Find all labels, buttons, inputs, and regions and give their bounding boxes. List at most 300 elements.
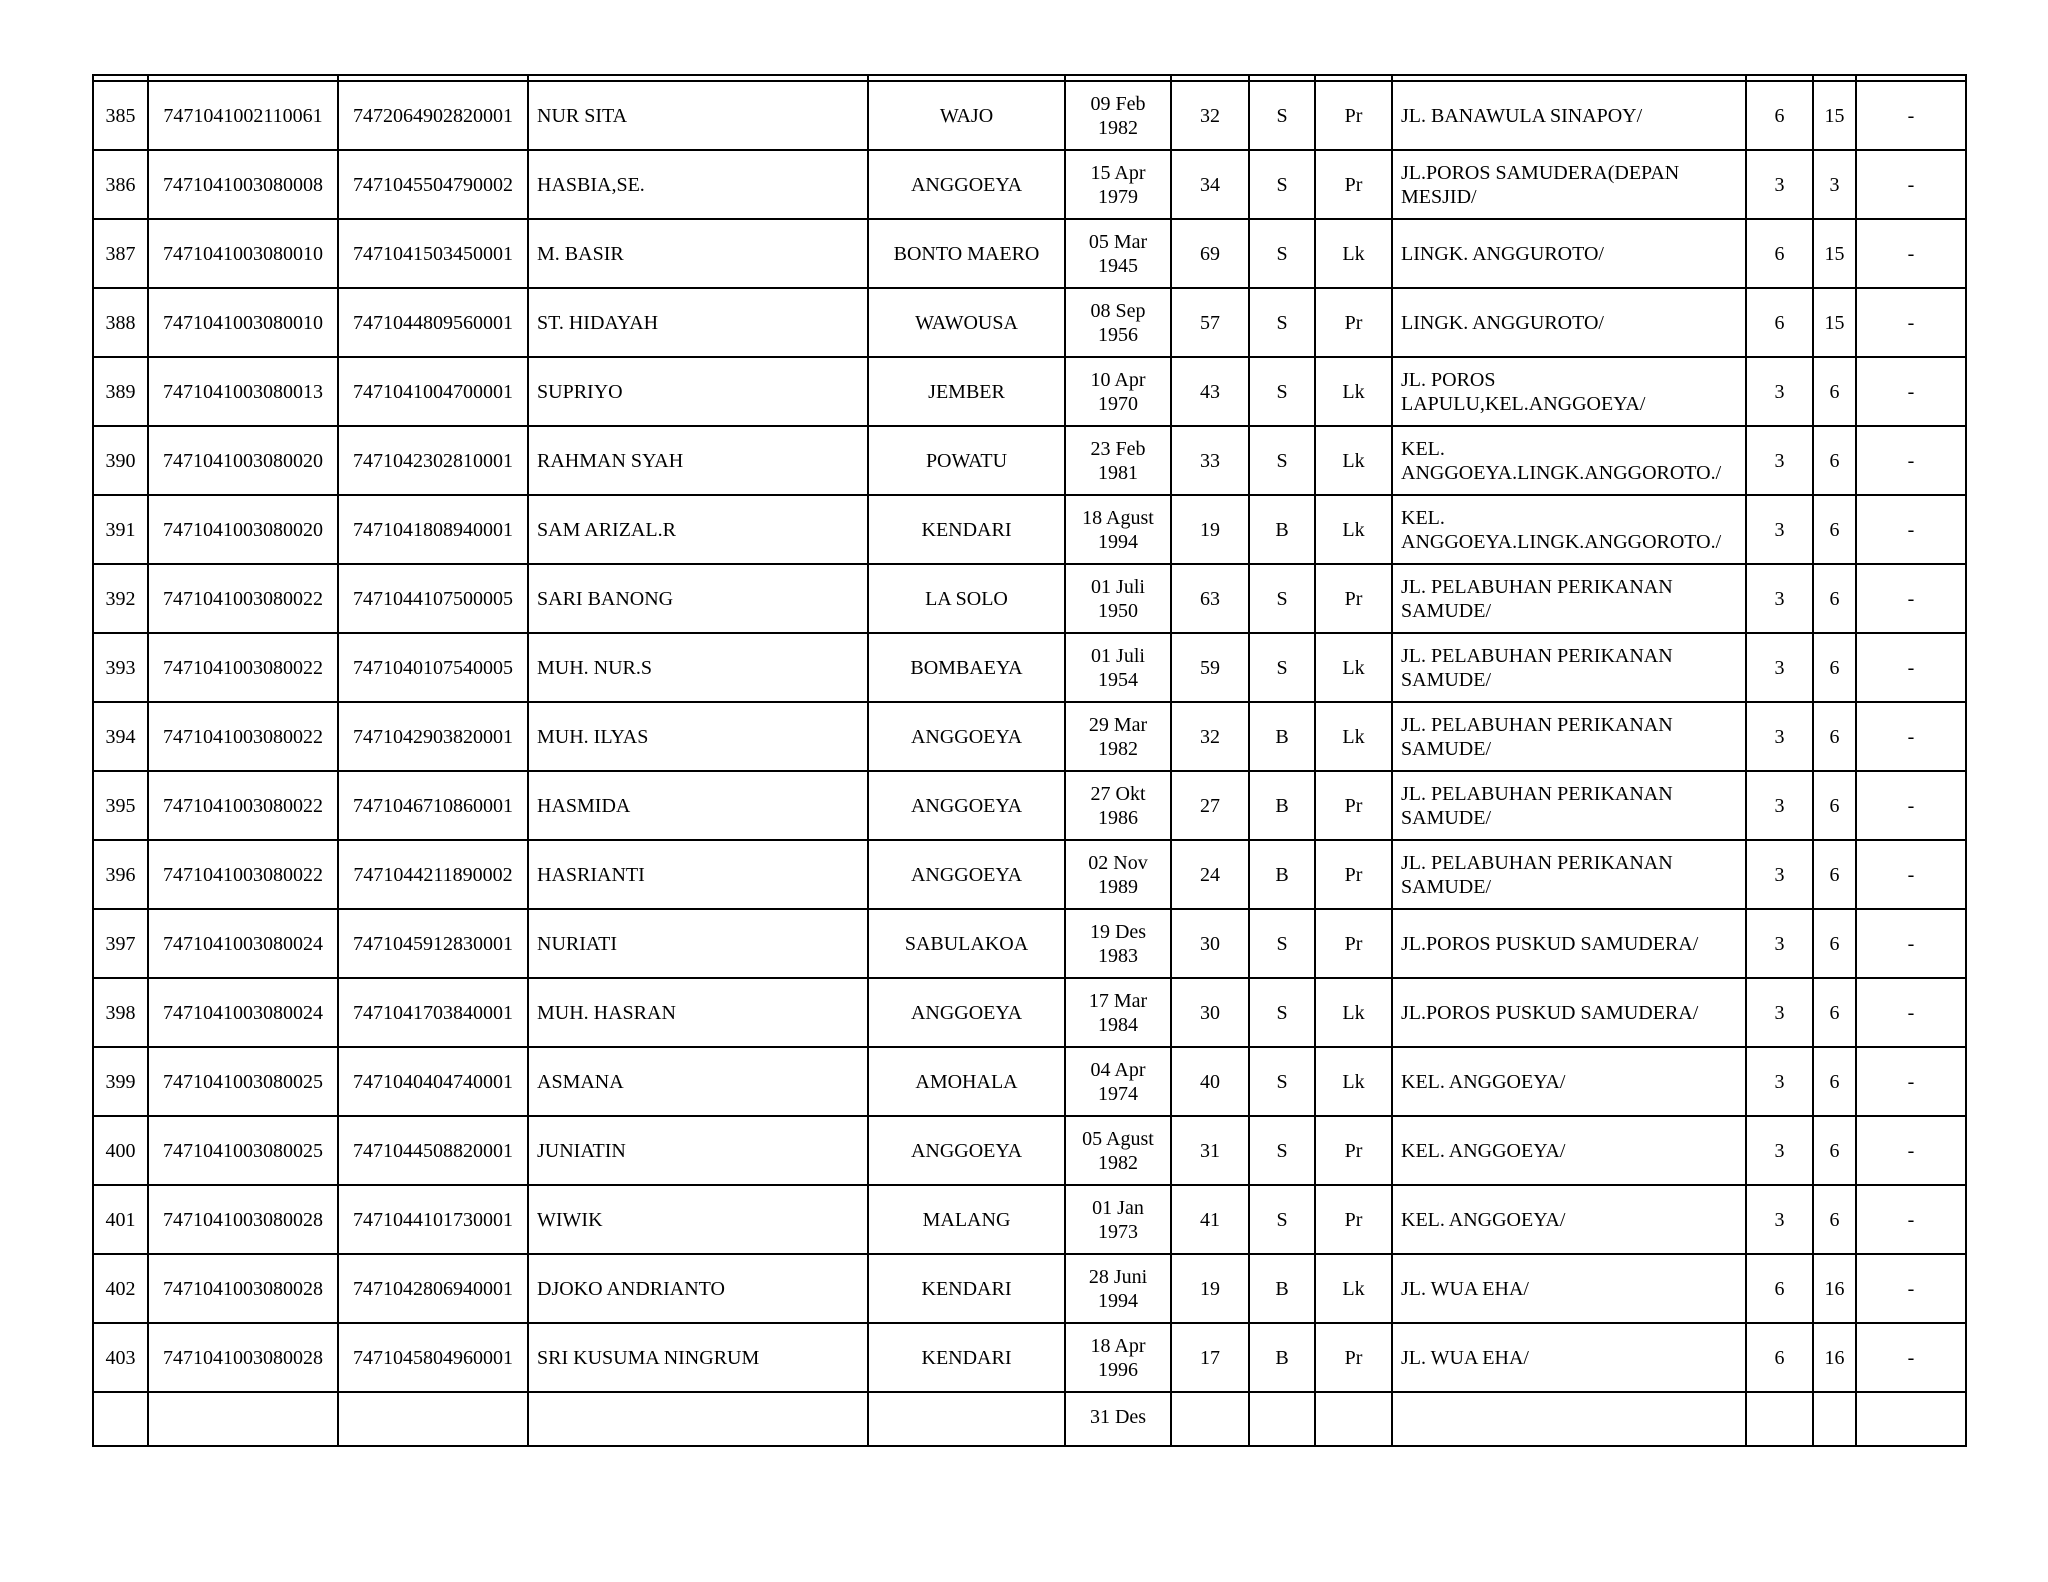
cell-age: 41 [1171,1185,1249,1254]
cell-address: KEL. ANGGOEYA/ [1392,1116,1746,1185]
birthdate-year: 1984 [1098,1013,1138,1036]
cell-marital-status [1249,1392,1315,1446]
table-row [93,150,1966,219]
cell-birthplace: KENDARI [868,495,1065,564]
cell-kk-number: 7471041003080024 [148,909,338,978]
cell-birthdate [1065,564,1171,633]
cell-no: 394 [93,702,148,771]
cell-nik: 7471044809560001 [338,288,528,357]
cell-age: 27 [1171,771,1249,840]
cell-address: LINGK. ANGGUROTO/ [1392,288,1746,357]
cell-marital-status: S [1249,564,1315,633]
cell-birthdate [1065,909,1171,978]
cell-no: 400 [93,1116,148,1185]
cell-nik: 7471045504790002 [338,150,528,219]
cell-rw: 6 [1813,1185,1856,1254]
cell-marital-status: S [1249,1047,1315,1116]
cell-nik: 7471045804960001 [338,1323,528,1392]
cell-nik: 7471044107500005 [338,564,528,633]
cell-birthdate [1065,426,1171,495]
birthdate-day-month: 02 Nov [1088,851,1148,874]
cell-age: 63 [1171,564,1249,633]
cell-gender: Lk [1315,633,1392,702]
cell-no: 385 [93,81,148,150]
cell-rw: 16 [1813,1323,1856,1392]
cell-nik: 7471040107540005 [338,633,528,702]
cell-address: JL.POROS PUSKUD SAMUDERA/ [1392,909,1746,978]
cell-marital-status: S [1249,219,1315,288]
cell-nik: 7471042903820001 [338,702,528,771]
cell-marital-status: B [1249,771,1315,840]
birthdate-year: 1970 [1098,392,1138,415]
table-row [93,909,1966,978]
cell-name [528,1392,868,1446]
birthdate-year: 1983 [1098,944,1138,967]
birthdate-year: 1989 [1098,875,1138,898]
cell-age: 19 [1171,495,1249,564]
cell-remarks: - [1856,633,1966,702]
cell-remarks: - [1856,771,1966,840]
cell-age: 30 [1171,978,1249,1047]
table-row [93,219,1966,288]
cell-kk-number: 7471041003080028 [148,1323,338,1392]
cell-age: 32 [1171,81,1249,150]
cell-kk-number: 7471041003080010 [148,219,338,288]
cell-name: M. BASIR [528,219,868,288]
cell-rw: 6 [1813,357,1856,426]
cell-kk-number: 7471041003080022 [148,564,338,633]
cell-name: HASMIDA [528,771,868,840]
cell-rt: 3 [1746,357,1813,426]
cell-rt: 3 [1746,426,1813,495]
cell-marital-status: S [1249,1116,1315,1185]
birthdate-year: 1982 [1098,116,1138,139]
cell-address: JL.POROS SAMUDERA(DEPAN MESJID/ [1392,150,1746,219]
cell-gender: Lk [1315,1047,1392,1116]
cell-gender: Lk [1315,978,1392,1047]
cell-kk-number: 7471041003080028 [148,1254,338,1323]
cell-age: 30 [1171,909,1249,978]
cell-rw: 16 [1813,1254,1856,1323]
cell-birthdate [1065,1047,1171,1116]
cell-birthplace: SABULAKOA [868,909,1065,978]
cell-kk-number: 7471041003080022 [148,840,338,909]
cell-kk-number: 7471041003080025 [148,1116,338,1185]
cell-rw: 6 [1813,771,1856,840]
cell-address: JL. WUA EHA/ [1392,1323,1746,1392]
cell-gender: Lk [1315,357,1392,426]
cell-gender: Lk [1315,495,1392,564]
cell-name: JUNIATIN [528,1116,868,1185]
birthdate-day-month: 23 Feb [1090,437,1146,460]
birthdate-day-month: 04 Apr [1090,1058,1146,1081]
birthdate-year: 1973 [1098,1220,1138,1243]
cell-marital-status: S [1249,288,1315,357]
cell-nik: 7471044211890002 [338,840,528,909]
cell-birthdate [1065,150,1171,219]
cell-marital-status: S [1249,1185,1315,1254]
birthdate-year: 1974 [1098,1082,1138,1105]
cell-rw: 15 [1813,81,1856,150]
cell-birthplace: ANGGOEYA [868,840,1065,909]
cell-birthdate [1065,702,1171,771]
cell-name: SUPRIYO [528,357,868,426]
cell-name: HASBIA,SE. [528,150,868,219]
cell-kk-number [148,1392,338,1446]
cell-remarks: - [1856,1254,1966,1323]
cell-name: SRI KUSUMA NINGRUM [528,1323,868,1392]
cell-remarks: - [1856,840,1966,909]
cell-rw: 6 [1813,564,1856,633]
cell-gender: Pr [1315,1323,1392,1392]
cell-rw: 15 [1813,219,1856,288]
cell-nik: 7471044101730001 [338,1185,528,1254]
cell-rw: 6 [1813,426,1856,495]
birthdate-year: 1994 [1098,530,1138,553]
cell-name: WIWIK [528,1185,868,1254]
cell-nik: 7471042806940001 [338,1254,528,1323]
cell-address: JL. PELABUHAN PERIKANAN SAMUDE/ [1392,840,1746,909]
cell-birthplace: ANGGOEYA [868,771,1065,840]
cell-marital-status: B [1249,1323,1315,1392]
cell-marital-status: S [1249,357,1315,426]
cell-birthdate: 31 Des [1065,1392,1171,1446]
cell-no: 393 [93,633,148,702]
cell-gender: Pr [1315,564,1392,633]
cell-marital-status: B [1249,702,1315,771]
cell-birthplace: BONTO MAERO [868,219,1065,288]
cell-birthdate [1065,357,1171,426]
cell-address: JL. PELABUHAN PERIKANAN SAMUDE/ [1392,633,1746,702]
table-row [93,771,1966,840]
birthdate-year: 1954 [1098,668,1138,691]
cell-address: JL. POROS LAPULU,KEL.ANGGOEYA/ [1392,357,1746,426]
table-row [93,81,1966,150]
birthdate-day-month: 27 Okt [1090,782,1146,805]
birthdate-year: 1945 [1098,254,1138,277]
cell-rt: 3 [1746,702,1813,771]
cell-gender: Pr [1315,150,1392,219]
cell-gender: Pr [1315,840,1392,909]
cell-marital-status: B [1249,1254,1315,1323]
cell-name: SAM ARIZAL.R [528,495,868,564]
cell-rw: 6 [1813,840,1856,909]
cell-nik: 7471045912830001 [338,909,528,978]
cell-no: 390 [93,426,148,495]
cell-rt: 3 [1746,495,1813,564]
cell-rt: 3 [1746,978,1813,1047]
cell-address: JL. PELABUHAN PERIKANAN SAMUDE/ [1392,702,1746,771]
cell-age: 69 [1171,219,1249,288]
cell-kk-number: 7471041003080028 [148,1185,338,1254]
cell-kk-number: 7471041003080013 [148,357,338,426]
cell-gender [1315,1392,1392,1446]
table-row [93,840,1966,909]
cell-nik: 7471044508820001 [338,1116,528,1185]
cell-marital-status: B [1249,840,1315,909]
cell-gender: Lk [1315,1254,1392,1323]
table-row [93,288,1966,357]
cell-birthdate [1065,288,1171,357]
cell-nik: 7472064902820001 [338,81,528,150]
cell-kk-number: 7471041002110061 [148,81,338,150]
cell-nik: 7471040404740001 [338,1047,528,1116]
birthdate-day-month: 08 Sep [1090,299,1146,322]
cell-no: 401 [93,1185,148,1254]
birthdate-year: 1979 [1098,185,1138,208]
table-row [93,633,1966,702]
cell-marital-status: S [1249,633,1315,702]
cell-remarks: - [1856,702,1966,771]
cell-rt: 3 [1746,564,1813,633]
birthdate-day-month: 05 Mar [1088,230,1148,253]
birthdate-day-month: 01 Juli [1091,644,1145,667]
cell-birthdate [1065,633,1171,702]
table-container [92,74,1967,1447]
cell-gender: Lk [1315,219,1392,288]
birthdate-day-month: 01 Juli [1091,575,1145,598]
birthdate-day-month: 05 Agust [1082,1127,1154,1150]
cell-remarks: - [1856,1185,1966,1254]
cell-gender: Pr [1315,909,1392,978]
cell-rw: 3 [1813,150,1856,219]
cell-birthplace: ANGGOEYA [868,978,1065,1047]
cell-remarks: - [1856,495,1966,564]
cell-nik: 7471041808940001 [338,495,528,564]
cell-address: JL. PELABUHAN PERIKANAN SAMUDE/ [1392,771,1746,840]
cell-gender: Pr [1315,771,1392,840]
cell-birthdate [1065,81,1171,150]
cell-address: KEL. ANGGOEYA/ [1392,1185,1746,1254]
table-row [93,357,1966,426]
cell-age: 17 [1171,1323,1249,1392]
cell-rt: 6 [1746,81,1813,150]
cell-nik: 7471041503450001 [338,219,528,288]
cell-birthdate [1065,219,1171,288]
cell-rw: 15 [1813,288,1856,357]
cell-remarks [1856,1392,1966,1446]
cell-rw [1813,1392,1856,1446]
cell-address [1392,1392,1746,1446]
cell-birthdate [1065,1323,1171,1392]
cell-rw: 6 [1813,909,1856,978]
cell-age: 57 [1171,288,1249,357]
birthdate-day-month: 01 Jan [1092,1196,1144,1219]
cell-kk-number: 7471041003080022 [148,702,338,771]
cell-rt: 3 [1746,909,1813,978]
cell-birthplace: ANGGOEYA [868,1116,1065,1185]
cell-kk-number: 7471041003080022 [148,633,338,702]
cell-birthdate [1065,495,1171,564]
table-row [93,426,1966,495]
birthdate-day-month: 17 Mar [1088,989,1148,1012]
cell-birthplace: KENDARI [868,1323,1065,1392]
cell-marital-status: S [1249,81,1315,150]
cell-address: LINGK. ANGGUROTO/ [1392,219,1746,288]
cell-marital-status: B [1249,495,1315,564]
cell-age: 59 [1171,633,1249,702]
cell-no: 395 [93,771,148,840]
cell-name: HASRIANTI [528,840,868,909]
cell-birthdate [1065,771,1171,840]
cell-birthplace: WAWOUSA [868,288,1065,357]
cell-kk-number: 7471041003080010 [148,288,338,357]
cell-age: 32 [1171,702,1249,771]
birthdate-day-month: 09 Feb [1090,92,1146,115]
birthdate-year: 1986 [1098,806,1138,829]
cell-birthdate [1065,978,1171,1047]
cell-gender: Lk [1315,426,1392,495]
cell-address: KEL. ANGGOEYA.LINGK.ANGGOROTO./ [1392,426,1746,495]
cell-no: 388 [93,288,148,357]
cell-rt: 6 [1746,288,1813,357]
cell-nik [338,1392,528,1446]
cell-marital-status: S [1249,909,1315,978]
cell-name: NURIATI [528,909,868,978]
cell-remarks: - [1856,1047,1966,1116]
cell-birthdate [1065,1116,1171,1185]
birthdate-year: 1982 [1098,737,1138,760]
cell-age: 19 [1171,1254,1249,1323]
table-row-partial [93,1392,1966,1446]
cell-kk-number: 7471041003080025 [148,1047,338,1116]
table-row [93,1323,1966,1392]
cell-remarks: - [1856,564,1966,633]
cell-rw: 6 [1813,702,1856,771]
cell-name: SARI BANONG [528,564,868,633]
cell-kk-number: 7471041003080020 [148,495,338,564]
birthdate-year: 1994 [1098,1289,1138,1312]
cell-rt: 3 [1746,150,1813,219]
cell-remarks: - [1856,150,1966,219]
cell-birthdate [1065,1185,1171,1254]
cell-gender: Pr [1315,1116,1392,1185]
birthdate-day-month: 18 Apr [1090,1334,1146,1357]
cell-birthdate [1065,840,1171,909]
cell-rt: 3 [1746,1047,1813,1116]
cell-rt: 3 [1746,1185,1813,1254]
birthdate-year: 1956 [1098,323,1138,346]
cell-rw: 6 [1813,1047,1856,1116]
cell-no: 392 [93,564,148,633]
cell-gender: Pr [1315,81,1392,150]
cell-remarks: - [1856,357,1966,426]
cell-kk-number: 7471041003080008 [148,150,338,219]
cell-rw: 6 [1813,978,1856,1047]
cell-no: 397 [93,909,148,978]
birthdate-year: 1982 [1098,1151,1138,1174]
cell-remarks: - [1856,81,1966,150]
cell-gender: Pr [1315,1185,1392,1254]
cell-no: 386 [93,150,148,219]
table-row [93,1047,1966,1116]
cell-remarks: - [1856,426,1966,495]
cell-address: JL.POROS PUSKUD SAMUDERA/ [1392,978,1746,1047]
cell-no: 398 [93,978,148,1047]
cell-marital-status: S [1249,150,1315,219]
cell-birthplace: KENDARI [868,1254,1065,1323]
cell-birthplace [868,1392,1065,1446]
population-table [92,74,1967,1447]
cell-remarks: - [1856,1116,1966,1185]
cell-rt [1746,1392,1813,1446]
birthdate-day-month: 28 Juni [1088,1265,1148,1288]
cell-age [1171,1392,1249,1446]
cell-address: JL. PELABUHAN PERIKANAN SAMUDE/ [1392,564,1746,633]
cell-marital-status: S [1249,426,1315,495]
cell-name: RAHMAN SYAH [528,426,868,495]
cell-rt: 3 [1746,771,1813,840]
cell-no [93,1392,148,1446]
cell-no: 391 [93,495,148,564]
cell-name: MUH. ILYAS [528,702,868,771]
cell-age: 24 [1171,840,1249,909]
birthdate-year: 1996 [1098,1358,1138,1381]
cell-age: 40 [1171,1047,1249,1116]
cell-birthplace: LA SOLO [868,564,1065,633]
cell-name: ASMANA [528,1047,868,1116]
cell-gender: Lk [1315,702,1392,771]
cell-nik: 7471041004700001 [338,357,528,426]
cell-remarks: - [1856,978,1966,1047]
cell-birthplace: WAJO [868,81,1065,150]
cell-address: KEL. ANGGOEYA/ [1392,1047,1746,1116]
cell-birthdate [1065,1254,1171,1323]
cell-remarks: - [1856,909,1966,978]
table-row [93,1254,1966,1323]
cell-birthplace: ANGGOEYA [868,702,1065,771]
cell-no: 399 [93,1047,148,1116]
cell-remarks: - [1856,288,1966,357]
birthdate-year: 1950 [1098,599,1138,622]
cell-name: ST. HIDAYAH [528,288,868,357]
cell-name: DJOKO ANDRIANTO [528,1254,868,1323]
birthdate-day-month: 29 Mar [1088,713,1148,736]
cell-rt: 3 [1746,840,1813,909]
table-row [93,702,1966,771]
cell-age: 31 [1171,1116,1249,1185]
cell-rt: 3 [1746,633,1813,702]
cell-name: NUR SITA [528,81,868,150]
cell-remarks: - [1856,219,1966,288]
cell-name: MUH. NUR.S [528,633,868,702]
cell-birthplace: MALANG [868,1185,1065,1254]
table-body [93,75,1966,1446]
cell-no: 396 [93,840,148,909]
table-row [93,495,1966,564]
birthdate-day-month: 15 Apr [1090,161,1146,184]
cell-address: JL. WUA EHA/ [1392,1254,1746,1323]
cell-no: 402 [93,1254,148,1323]
cell-kk-number: 7471041003080022 [148,771,338,840]
cell-rt: 6 [1746,219,1813,288]
cell-no: 389 [93,357,148,426]
cell-rw: 6 [1813,495,1856,564]
cell-no: 387 [93,219,148,288]
cell-rt: 6 [1746,1254,1813,1323]
cell-birthplace: ANGGOEYA [868,150,1065,219]
cell-age: 34 [1171,150,1249,219]
table-row [93,1116,1966,1185]
table-row [93,1185,1966,1254]
cell-address: JL. BANAWULA SINAPOY/ [1392,81,1746,150]
cell-rw: 6 [1813,1116,1856,1185]
cell-no: 403 [93,1323,148,1392]
cell-kk-number: 7471041003080020 [148,426,338,495]
cell-nik: 7471042302810001 [338,426,528,495]
cell-gender: Pr [1315,288,1392,357]
birthdate-day-month: 18 Agust [1082,506,1154,529]
